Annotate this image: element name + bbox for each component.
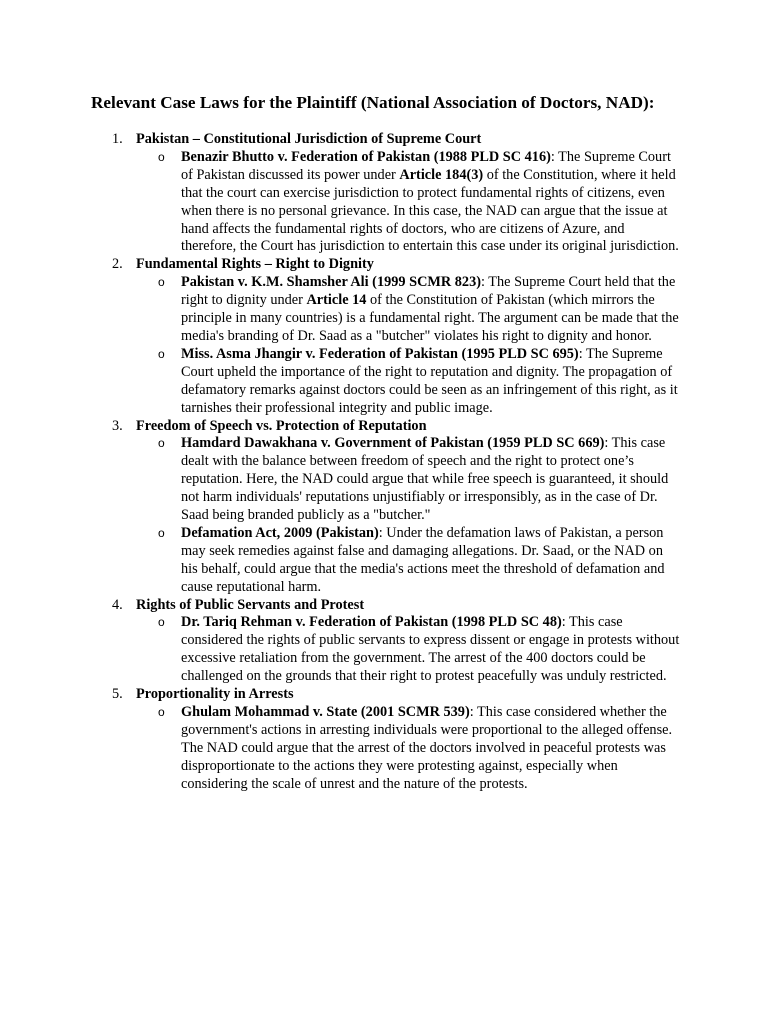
case-list <box>136 704 676 794</box>
case-item <box>136 346 676 418</box>
case-citation: Defamation Act, 2009 (Pakistan) <box>181 524 379 541</box>
bullet-icon: o <box>158 525 165 540</box>
case-citation: Benazir Bhutto v. Federation of Pakistan (1988 PLD SC 416) <box>181 148 551 165</box>
case-text: : This case considered whether the government's actions in arresting individuals were proportional to the alleged offense. The NAD could argue that the arrest of the doctors involved in peaceful protests was disproportionate to the actions they were protesting against, especially when considering the scale of unrest and the nature of the protests. <box>181 704 673 792</box>
bullet-icon: o <box>158 346 165 361</box>
case-description <box>181 346 681 418</box>
document-title: Relevant Case Laws for the Plaintiff (National Association of Doctors, NAD): <box>91 93 655 112</box>
case-description <box>181 525 681 597</box>
case-text-continued: of the Constitution, where it held that the court can exercise jurisdiction to protect fundamental rights of citizens, even when there is no personal grievance. In this case, the NAD can argue that the issue at hand affects the fundamental rights of doctors, who are citizens of Azure, and therefore, the Court has jurisdiction to entertain this case under its original jurisdiction. <box>181 166 679 255</box>
bullet-icon: o <box>158 705 165 719</box>
article-reference: Article 184(3) <box>399 166 484 183</box>
case-text-continued: of the Constitution of Pakistan (which mirrors the principle in many countries) is a fundamental right. The argument can be made that the media's branding of Dr. Saad as a "butcher" violates his right to dignity and honor. <box>181 292 679 344</box>
case-item <box>136 704 676 794</box>
section-heading: Freedom of Speech vs. Protection of Reputation <box>136 417 427 434</box>
case-list <box>136 614 680 686</box>
case-item <box>136 525 676 597</box>
section-item <box>112 596 680 687</box>
section-heading: Rights of Public Servants and Protest <box>136 596 365 613</box>
case-citation: Dr. Tariq Rehman v. Federation of Pakistan (1998 PLD SC 48) <box>181 614 562 631</box>
section-heading: Proportionality in Arrests <box>136 686 294 703</box>
case-list <box>136 274 679 417</box>
section-number: 4. <box>112 596 123 613</box>
case-text: : This case considered the rights of public servants to express dissent or engage in protests without excessive retaliation from the government. The arrest of the 400 doctors could be challenged on the grounds that their right to protest peacefully was unduly restricted. <box>181 614 680 685</box>
bullet-icon: o <box>158 615 165 630</box>
case-description <box>181 149 681 256</box>
section-item <box>112 417 676 597</box>
case-description <box>181 704 681 794</box>
case-citation: Ghulam Mohammad v. State (2001 SCMR 539) <box>181 704 470 720</box>
case-text: : This case dealt with the balance between freedom of speech and the right to protect one’s reputation. Here, the NAD could argue that while free speech is guaranteed, it should not harm individuals' reputations unjustifiably or irresponsibly, as in the case of Dr. Saad being branded publicly as a "butcher." <box>181 435 669 524</box>
section-heading: Fundamental Rights – Right to Dignity <box>136 256 374 273</box>
section-number: 3. <box>112 417 123 434</box>
case-item <box>136 274 679 346</box>
case-citation: Pakistan v. K.M. Shamsher Ali (1999 SCMR 823) <box>181 274 481 291</box>
case-list <box>136 148 679 256</box>
case-law-list <box>112 131 680 794</box>
bullet-icon: o <box>158 149 165 164</box>
section-number: 1. <box>112 131 123 147</box>
case-text: : The Supreme Court upheld the importance of the right to reputation and dignity. The propagation of defamatory remarks against doctors could be seen as an infringement of this right, as it tarnishes their professional integrity and public image. <box>181 345 678 416</box>
section-item <box>112 256 679 417</box>
case-description <box>181 435 681 525</box>
section-item <box>112 686 676 793</box>
case-description <box>181 614 681 686</box>
case-list <box>136 435 676 596</box>
section-number: 2. <box>112 256 123 273</box>
case-text: : Under the defamation laws of Pakistan, a person may seek remedies against false and damaging allegations. Dr. Saad, or the NAD on his behalf, could argue that the media's actions meet the threshold of defamation and cause reputational harm. <box>181 524 665 595</box>
section-heading: Pakistan – Constitutional Jurisdiction of Supreme Court <box>136 131 482 147</box>
bullet-icon: o <box>158 436 165 451</box>
article-reference: Article 14 <box>306 292 367 309</box>
section-item <box>112 131 679 256</box>
case-citation: Miss. Asma Jhangir v. Federation of Pakistan (1995 PLD SC 695) <box>181 345 579 362</box>
case-item <box>136 435 676 525</box>
case-item <box>136 148 679 256</box>
case-citation: Hamdard Dawakhana v. Government of Pakistan (1959 PLD SC 669) <box>181 435 605 452</box>
case-text: : The Supreme Court of Pakistan discussed its power under <box>181 148 671 183</box>
case-description <box>181 274 681 346</box>
bullet-icon: o <box>158 275 165 290</box>
case-item <box>136 614 680 686</box>
section-number: 5. <box>112 686 123 703</box>
case-text: : The Supreme Court held that the right to dignity under <box>181 274 676 309</box>
